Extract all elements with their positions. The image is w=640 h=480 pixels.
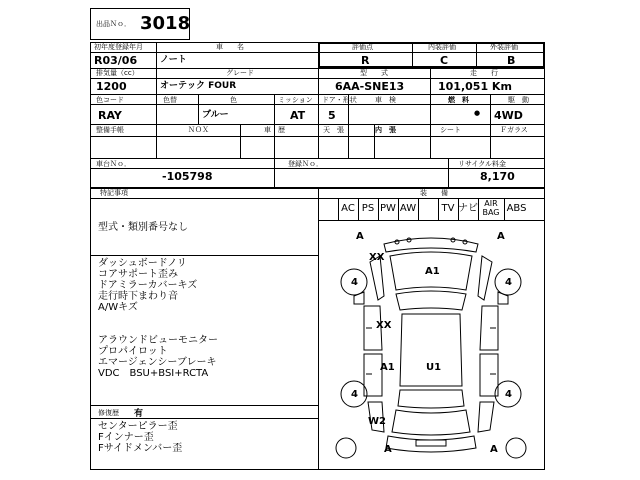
equipment-item: AW	[399, 203, 417, 214]
recycle-value: 8,170	[480, 170, 515, 183]
damage-left-rear-door: A1	[380, 362, 395, 373]
grade-eval-value: R	[361, 54, 370, 67]
color-value: ブルー	[202, 110, 229, 120]
chassis-value: -105798	[162, 170, 213, 183]
car-damage-diagram	[324, 226, 539, 466]
drive-value: 4WD	[494, 109, 523, 122]
damage-front-right-corner: A	[497, 231, 505, 242]
lot-label: 出品Ｎｏ．	[96, 20, 131, 28]
repair-item: Fインナー歪	[98, 432, 154, 443]
grade-value: オーテック FOUR	[160, 81, 237, 91]
remark-item: プロパイロット	[98, 346, 168, 357]
repair-history-value: 有	[134, 409, 144, 419]
inspection-sheet: 出品Ｎｏ． 3018 初年度登録年月 車 名 評価点 内装評価 外装評価 R03/06 ノート R C B 排気量（cc） グレード 型 式 走 行 1200 オーテック FOUR 6AA-SNE13 101,051 Km 色コード 色替 色 ミッション ドア・形状 車 検 燃 料 駆 動 RAY ブルー AT 5 ● 4WD 整備手帳 ＮＯＸ 車 歴 天 張 内 張 シート Ｆガラス 車台Ｎｏ． 登録Ｎｏ． リサイクル料金 -105798 8,170 特記事項 装 備 型式・類別番号なし ダッシュボードノリ コアサポート歪み ドアミラーカバーキズ 走行時下まわり音 A/Wキズ アラウンドビューモニター プロパイロット エマージェンシーブレーキ VDC BSU+BSI+RCTA 修復歴 有 センターピラー歪 Fインナー歪 Fサイドメンバー歪 A A XX A1 4 4 XX A1 U1 4 4 W2 A A AC PS PW AW TV ナビ AIR BAG ABS	[90, 0, 545, 480]
remark-item: ドアミラーカバーキズ	[98, 280, 198, 291]
equipment-item: AC	[341, 203, 355, 214]
lot-number: 3018	[140, 13, 191, 34]
damage-rear-left: W2	[368, 416, 386, 427]
damage-rear-left-corner: A	[384, 444, 392, 455]
tire-front-left: 4	[351, 277, 358, 288]
repair-item: センターピラー歪	[98, 421, 178, 432]
damage-roof: U1	[426, 362, 442, 373]
equipment-item: ABS	[506, 203, 527, 214]
remark-item: A/Wキズ	[98, 302, 138, 313]
equipment-item: PS	[361, 203, 375, 214]
model-value: 6AA-SNE13	[335, 80, 405, 93]
tire-front-right: 4	[505, 277, 512, 288]
mission-value: AT	[290, 109, 306, 122]
remark-item: エマージェンシーブレーキ	[98, 357, 217, 368]
equipment-item: ナビ	[458, 203, 478, 214]
damage-left-front-door: XX	[376, 320, 392, 331]
equipment-item: TV	[441, 203, 455, 214]
doors-value: 5	[328, 109, 336, 122]
remark-item: コアサポート歪み	[98, 269, 178, 280]
damage-front-bumper-left: XX	[369, 252, 385, 263]
equipment-item: PW	[380, 203, 396, 214]
exterior-eval-value: B	[507, 54, 516, 67]
fuel-value: ●	[474, 109, 481, 117]
remark-item: 走行時下まわり音	[98, 291, 178, 302]
year-value: R03/06	[94, 54, 138, 67]
remark-item: ダッシュボードノリ	[98, 258, 187, 269]
displacement-value: 1200	[96, 80, 127, 93]
interior-eval-value: C	[440, 54, 449, 67]
equipment-item: AIR BAG	[482, 199, 500, 217]
color-code-value: RAY	[98, 109, 122, 122]
remark-item: アラウンドビューモニター	[98, 335, 218, 346]
mileage-value: 101,051 Km	[438, 80, 512, 93]
damage-rear-right-corner: A	[490, 444, 498, 455]
car-name-value: ノート	[160, 55, 187, 65]
tire-rear-left: 4	[351, 389, 358, 400]
damage-front-left-corner: A	[356, 231, 364, 242]
remark-item: VDC BSU+BSI+RCTA	[98, 368, 209, 379]
damage-hood: A1	[425, 266, 440, 277]
remark-model-note: 型式・類別番号なし	[98, 222, 188, 233]
tire-rear-right: 4	[505, 389, 512, 400]
repair-item: Fサイドメンバー歪	[98, 443, 183, 454]
